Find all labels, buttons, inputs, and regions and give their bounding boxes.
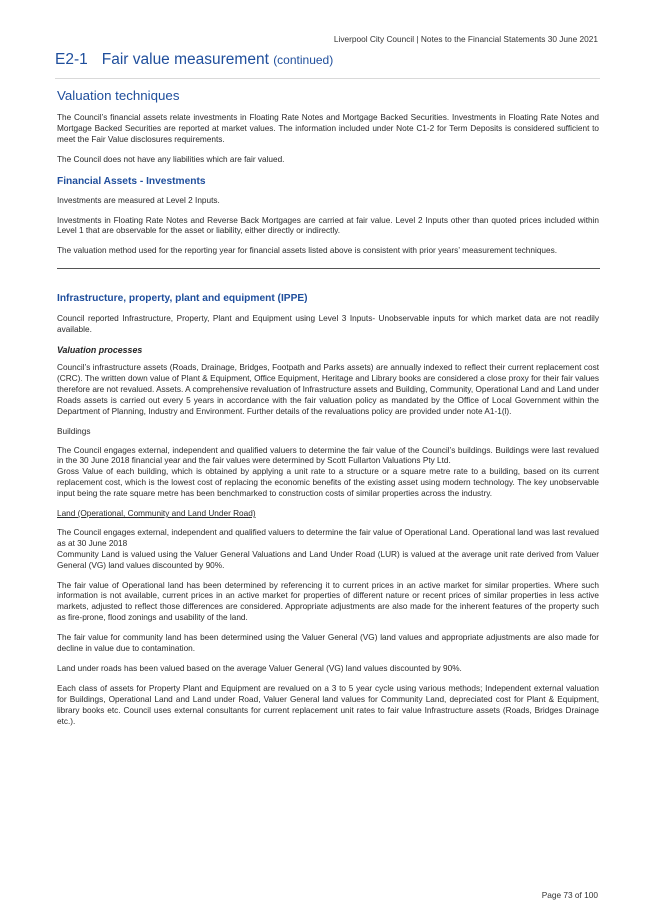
land-paragraph-5: Land under roads has been valued based on the average Valuer General (VG) land values discounted by 90%. (57, 664, 462, 673)
land-paragraph-3: The fair value of Operational land has been determined by referencing it to current prices in an active market for similar properties. Where such information is not available, current prices in an active market for properties of different nature or recent prices of similar properties in less active markets, adjusted to reflect those differences are considered. Appropriate adjustments are also made for the inherent features of the property such as fire-prone, flood zonings and usability of the land. (57, 580, 599, 623)
financial-assets-paragraph-1: Investments are measured at Level 2 Inputs. (57, 195, 220, 205)
note-number: E2-1 (55, 51, 88, 68)
land-paragraph-6: Each class of assets for Property Plant and Equipment are revalued on a 3 to 5 year cycle using various methods; Independent external valuation for Buildings, Operational Land and Land under Road, Valuer General land values for Community Land, depreciated cost for Plant & Equipment, library books etc. Council uses external consultants for current replacement unit rates to fair value Infrastructure assets (Roads, Bridges Drainage etc.). (57, 683, 599, 726)
note-body (57, 88, 599, 737)
page-number: Page 73 of 100 (541, 890, 598, 900)
valuation-paragraph-1: The Council’s financial assets relate investments in Floating Rate Notes and Mortgage Backed Securities. Investments in Floating Rate Notes and Mortgage Backed Securities are reported at market values. The information included under Note C1-2 for Term Deposits is considered sufficient to meet the Fair Value disclosures requirements. (57, 113, 599, 144)
valuation-paragraph-2: The Council does not have any liabilities which are fair valued. (57, 154, 285, 164)
land-paragraph-4: The fair value for community land has been determined using the Valuer General (VG) land values and appropriate adjustments are also made for decline in value due to contamination. (57, 633, 599, 654)
title-divider (55, 78, 600, 79)
buildings-paragraph-1: The Council engages external, independent and qualified valuers to determine the fair value of the Council’s buildings. Buildings were last revalued in the 30 June 2018 financial year and the fair values were determined by Scott Fullarton Valuations Pty Ltd. (57, 445, 599, 466)
financial-assets-heading: Financial Assets - Investments (57, 175, 206, 187)
page-title (55, 51, 600, 69)
ippe-paragraph-1: Council reported Infrastructure, Property, Plant and Equipment using Level 3 Inputs- Unobservable inputs for which market data are not readily available. (57, 314, 599, 335)
buildings-label: Buildings (57, 426, 91, 436)
buildings-paragraph-2: Gross Value of each building, which is obtained by applying a unit rate to a structure or a square metre rate to a building, based on its current replacement cost, which is the lowest cost of replacing the economic benefits of the existing asset using modern technology. The key unobservable input being the rate square metre has been benchmarked to construction costs of similar properties across the industry. (57, 467, 599, 499)
financial-assets-paragraph-3: The valuation method used for the reporting year for financial assets listed above is consistent with prior years’ measurement techniques. (57, 246, 557, 256)
title-suffix: (continued) (273, 53, 334, 67)
ippe-heading: Infrastructure, property, plant and equipment (IPPE) (57, 293, 308, 305)
land-paragraph-2: Community Land is valued using the Valuer General Valuations and Land Under Road (LUR) is valued at the average unit rate derived from Valuer General (VG) land values discounted by 90%. (57, 549, 599, 570)
valuation-processes-heading: Valuation processes (57, 345, 143, 356)
land-label: Land (Operational, Community and Land Under Road) (57, 509, 256, 519)
land-paragraph-1: The Council engages external, independent and qualified valuers to determine the fair value of Operational Land. Operational land was last revalued as at 30 June 2018 (57, 527, 599, 548)
running-header: Liverpool City Council | Notes to the Financial Statements 30 June 2021 (333, 34, 598, 44)
financial-assets-paragraph-2: Investments in Floating Rate Notes and Reverse Back Mortgages are carried at fair value. Level 2 Inputs other than quoted prices included within Level 1 that are observable for the asset or liability, either directly or indirectly. (57, 215, 599, 236)
valuation-processes-paragraph: Council’s infrastructure assets (Roads, Drainage, Bridges, Footpath and Parks assets) are annually indexed to reflect their current replacement cost (CRC). The written down value of Plant & Equipment, Office Equipment, Heritage and Library books are considered a close proxy for their fair values therefore are not revalued. Assets. A comprehensive revaluation of Infrastructure assets and Building, Community, Operational Land and Land under Roads assets is carried out every 5 years in accordance with the fair valuation policy as mandated by the Office of Local Government within the Department of Planning, Industry and Environment. Further details of the revaluations policy are provided under note A1-1(l). (57, 363, 599, 416)
note-title: Fair value measurement (101, 51, 269, 68)
section-divider (57, 268, 600, 269)
valuation-techniques-heading: Valuation techniques (57, 88, 180, 103)
